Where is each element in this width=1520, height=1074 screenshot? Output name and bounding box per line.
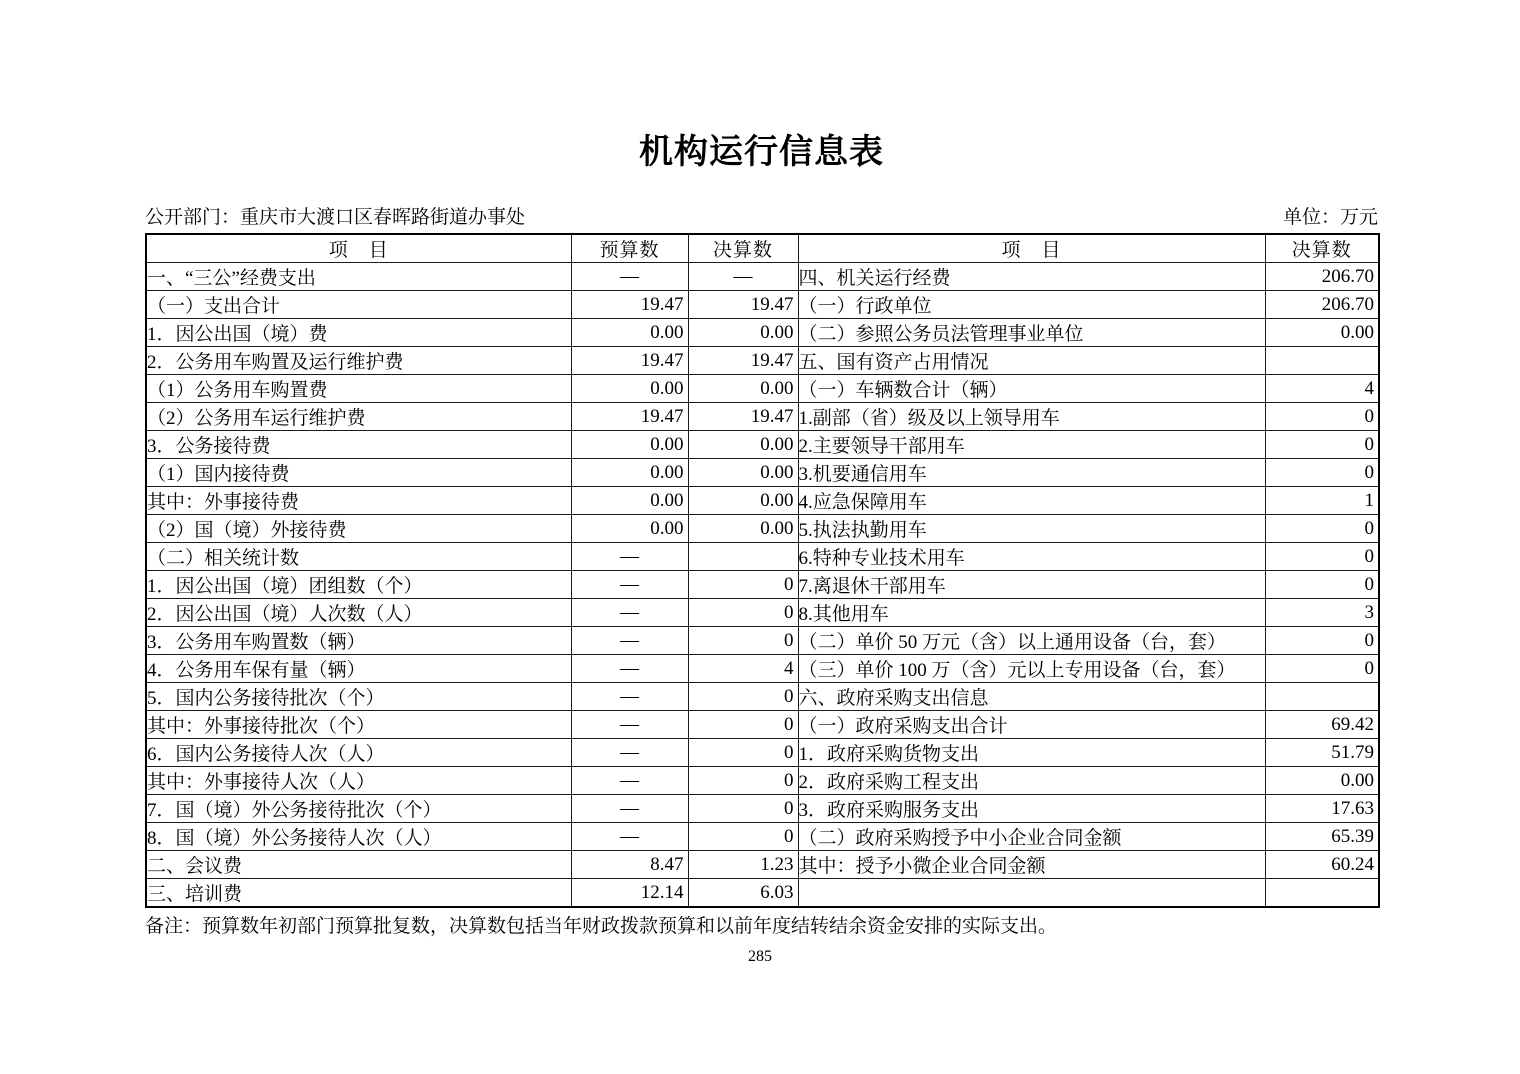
table-row xyxy=(146,319,1379,347)
budget-cell: 0.00 xyxy=(571,487,688,515)
col-header-item-left: 项 目 xyxy=(146,234,571,263)
item-cell-left: 4．公务用车保有量（辆） xyxy=(146,655,571,683)
col-header-item-right: 项 目 xyxy=(798,234,1265,263)
final-cell-left: 0 xyxy=(688,571,798,599)
final-cell-right: 0 xyxy=(1265,543,1379,571)
item-cell-left: 3．公务用车购置数（辆） xyxy=(146,627,571,655)
item-cell-right: 8.其他用车 xyxy=(798,599,1265,627)
table-row xyxy=(146,599,1379,627)
note: 备注：预算数年初部门预算批复数，决算数包括当年财政拨款预算和以前年度结转结余资金安排的实际支出。 xyxy=(145,916,1058,937)
item-cell-right: 1．政府采购货物支出 xyxy=(798,739,1265,767)
final-cell-right: 4 xyxy=(1265,375,1379,403)
col-header-final-left: 决算数 xyxy=(688,234,798,263)
item-cell-right: （一）政府采购支出合计 xyxy=(798,711,1265,739)
item-cell-left: （一）支出合计 xyxy=(146,291,571,319)
item-cell-right: （一）行政单位 xyxy=(798,291,1265,319)
budget-cell: — xyxy=(571,711,688,739)
final-cell-right: 0 xyxy=(1265,459,1379,487)
final-cell-left: 0.00 xyxy=(688,431,798,459)
item-cell-right: 3．政府采购服务支出 xyxy=(798,795,1265,823)
budget-cell: — xyxy=(571,263,688,291)
item-cell-right xyxy=(798,879,1265,908)
item-cell-left: 其中：外事接待批次（个） xyxy=(146,711,571,739)
meta-row xyxy=(145,206,1378,230)
item-cell-left: 2．公务用车购置及运行维护费 xyxy=(146,347,571,375)
budget-cell: — xyxy=(571,599,688,627)
final-cell-right: 60.24 xyxy=(1265,851,1379,879)
budget-cell: — xyxy=(571,683,688,711)
item-cell-right: （二）政府采购授予中小企业合同金额 xyxy=(798,823,1265,851)
item-cell-right: （二）参照公务员法管理事业单位 xyxy=(798,319,1265,347)
table-row xyxy=(146,515,1379,543)
final-cell-right: 17.63 xyxy=(1265,795,1379,823)
item-cell-right: （一）车辆数合计（辆） xyxy=(798,375,1265,403)
table-row xyxy=(146,711,1379,739)
item-cell-left: 其中：外事接待费 xyxy=(146,487,571,515)
item-cell-right: 六、政府采购支出信息 xyxy=(798,683,1265,711)
table-body xyxy=(146,263,1379,908)
table-row xyxy=(146,431,1379,459)
budget-cell: 8.47 xyxy=(571,851,688,879)
final-cell-right: 0.00 xyxy=(1265,319,1379,347)
item-cell-left: 7．国（境）外公务接待批次（个） xyxy=(146,795,571,823)
item-cell-right: 其中：授予小微企业合同金额 xyxy=(798,851,1265,879)
item-cell-right: 1.副部（省）级及以上领导用车 xyxy=(798,403,1265,431)
final-cell-right: 0 xyxy=(1265,627,1379,655)
budget-cell: — xyxy=(571,543,688,571)
table-row xyxy=(146,739,1379,767)
budget-cell: 0.00 xyxy=(571,319,688,347)
final-cell-right: 0.00 xyxy=(1265,767,1379,795)
final-cell-left: 0.00 xyxy=(688,515,798,543)
final-cell-left: 0.00 xyxy=(688,487,798,515)
item-cell-left: 1．因公出国（境）费 xyxy=(146,319,571,347)
budget-cell: 0.00 xyxy=(571,431,688,459)
item-cell-right: 2．政府采购工程支出 xyxy=(798,767,1265,795)
item-cell-right: 4.应急保障用车 xyxy=(798,487,1265,515)
final-cell-left: 0 xyxy=(688,767,798,795)
item-cell-left: （2）公务用车运行维护费 xyxy=(146,403,571,431)
budget-cell: — xyxy=(571,571,688,599)
final-cell-left: 0 xyxy=(688,627,798,655)
final-cell-left: 0.00 xyxy=(688,319,798,347)
final-cell-left: 0.00 xyxy=(688,375,798,403)
table-row xyxy=(146,655,1379,683)
col-header-final-right: 决算数 xyxy=(1265,234,1379,263)
table-row xyxy=(146,263,1379,291)
table-row xyxy=(146,851,1379,879)
final-cell-right: 65.39 xyxy=(1265,823,1379,851)
table-row xyxy=(146,683,1379,711)
item-cell-right: 5.执法执勤用车 xyxy=(798,515,1265,543)
final-cell-right: 3 xyxy=(1265,599,1379,627)
final-cell-left: 19.47 xyxy=(688,403,798,431)
final-cell-right: 51.79 xyxy=(1265,739,1379,767)
budget-cell: 0.00 xyxy=(571,375,688,403)
final-cell-right: 0 xyxy=(1265,403,1379,431)
budget-cell: 12.14 xyxy=(571,879,688,908)
final-cell-left: — xyxy=(688,263,798,291)
item-cell-left: 5．国内公务接待批次（个） xyxy=(146,683,571,711)
item-cell-left: 二、会议费 xyxy=(146,851,571,879)
item-cell-left: 6．国内公务接待人次（人） xyxy=(146,739,571,767)
item-cell-right: 7.离退休干部用车 xyxy=(798,571,1265,599)
item-cell-left: （1）公务用车购置费 xyxy=(146,375,571,403)
final-cell-left: 0 xyxy=(688,739,798,767)
item-cell-right: 五、国有资产占用情况 xyxy=(798,347,1265,375)
final-cell-left: 4 xyxy=(688,655,798,683)
info-table xyxy=(145,233,1380,908)
budget-cell: 19.47 xyxy=(571,347,688,375)
budget-cell: — xyxy=(571,767,688,795)
budget-cell: 0.00 xyxy=(571,459,688,487)
final-cell-right: 206.70 xyxy=(1265,263,1379,291)
final-cell-left: 19.47 xyxy=(688,347,798,375)
final-cell-left: 0 xyxy=(688,795,798,823)
final-cell-right: 0 xyxy=(1265,431,1379,459)
item-cell-left: 三、培训费 xyxy=(146,879,571,908)
final-cell-right: 206.70 xyxy=(1265,291,1379,319)
final-cell-right: 0 xyxy=(1265,655,1379,683)
budget-cell: — xyxy=(571,823,688,851)
item-cell-left: （2）国（境）外接待费 xyxy=(146,515,571,543)
item-cell-right: 6.特种专业技术用车 xyxy=(798,543,1265,571)
budget-cell: — xyxy=(571,627,688,655)
department-label: 公开部门：重庆市大渡口区春晖路街道办事处 xyxy=(145,207,526,228)
table-row xyxy=(146,487,1379,515)
item-cell-right: 四、机关运行经费 xyxy=(798,263,1265,291)
unit-label: 单位：万元 xyxy=(1282,207,1378,228)
item-cell-left: （二）相关统计数 xyxy=(146,543,571,571)
item-cell-left: （1）国内接待费 xyxy=(146,459,571,487)
budget-cell: 19.47 xyxy=(571,291,688,319)
final-cell-left: 1.23 xyxy=(688,851,798,879)
final-cell-left: 0.00 xyxy=(688,459,798,487)
budget-cell: 0.00 xyxy=(571,515,688,543)
item-cell-left: 其中：外事接待人次（人） xyxy=(146,767,571,795)
final-cell-right xyxy=(1265,879,1379,908)
col-header-budget: 预算数 xyxy=(571,234,688,263)
table-row xyxy=(146,347,1379,375)
item-cell-left: 3．公务接待费 xyxy=(146,431,571,459)
document-content xyxy=(145,0,1378,939)
budget-cell: 19.47 xyxy=(571,403,688,431)
item-cell-right: （二）单价 50 万元（含）以上通用设备（台，套） xyxy=(798,627,1265,655)
final-cell-left: 0 xyxy=(688,823,798,851)
final-cell-left: 6.03 xyxy=(688,879,798,908)
budget-cell: — xyxy=(571,739,688,767)
final-cell-left: 0 xyxy=(688,711,798,739)
page-number: 285 xyxy=(748,948,772,965)
item-cell-right: 3.机要通信用车 xyxy=(798,459,1265,487)
table-row xyxy=(146,627,1379,655)
budget-cell: — xyxy=(571,655,688,683)
final-cell-right xyxy=(1265,347,1379,375)
table-row xyxy=(146,823,1379,851)
final-cell-left xyxy=(688,543,798,571)
item-cell-left: 2．因公出国（境）人次数（人） xyxy=(146,599,571,627)
table-row xyxy=(146,291,1379,319)
final-cell-right: 69.42 xyxy=(1265,711,1379,739)
page-title: 机构运行信息表 xyxy=(639,134,884,171)
table-row xyxy=(146,543,1379,571)
final-cell-left: 0 xyxy=(688,683,798,711)
table-row xyxy=(146,375,1379,403)
table-row xyxy=(146,767,1379,795)
item-cell-left: 8．国（境）外公务接待人次（人） xyxy=(146,823,571,851)
item-cell-left: 1．因公出国（境）团组数（个） xyxy=(146,571,571,599)
final-cell-left: 0 xyxy=(688,599,798,627)
final-cell-left: 19.47 xyxy=(688,291,798,319)
final-cell-right: 1 xyxy=(1265,487,1379,515)
table-row xyxy=(146,879,1379,908)
table-row xyxy=(146,459,1379,487)
item-cell-right: （三）单价 100 万（含）元以上专用设备（台，套） xyxy=(798,655,1265,683)
table-row xyxy=(146,403,1379,431)
table-row xyxy=(146,571,1379,599)
header-row xyxy=(146,234,1379,263)
final-cell-right xyxy=(1265,683,1379,711)
table-row xyxy=(146,795,1379,823)
budget-cell: — xyxy=(571,795,688,823)
final-cell-right: 0 xyxy=(1265,571,1379,599)
item-cell-left: 一、“三公”经费支出 xyxy=(146,263,571,291)
item-cell-right: 2.主要领导干部用车 xyxy=(798,431,1265,459)
final-cell-right: 0 xyxy=(1265,515,1379,543)
